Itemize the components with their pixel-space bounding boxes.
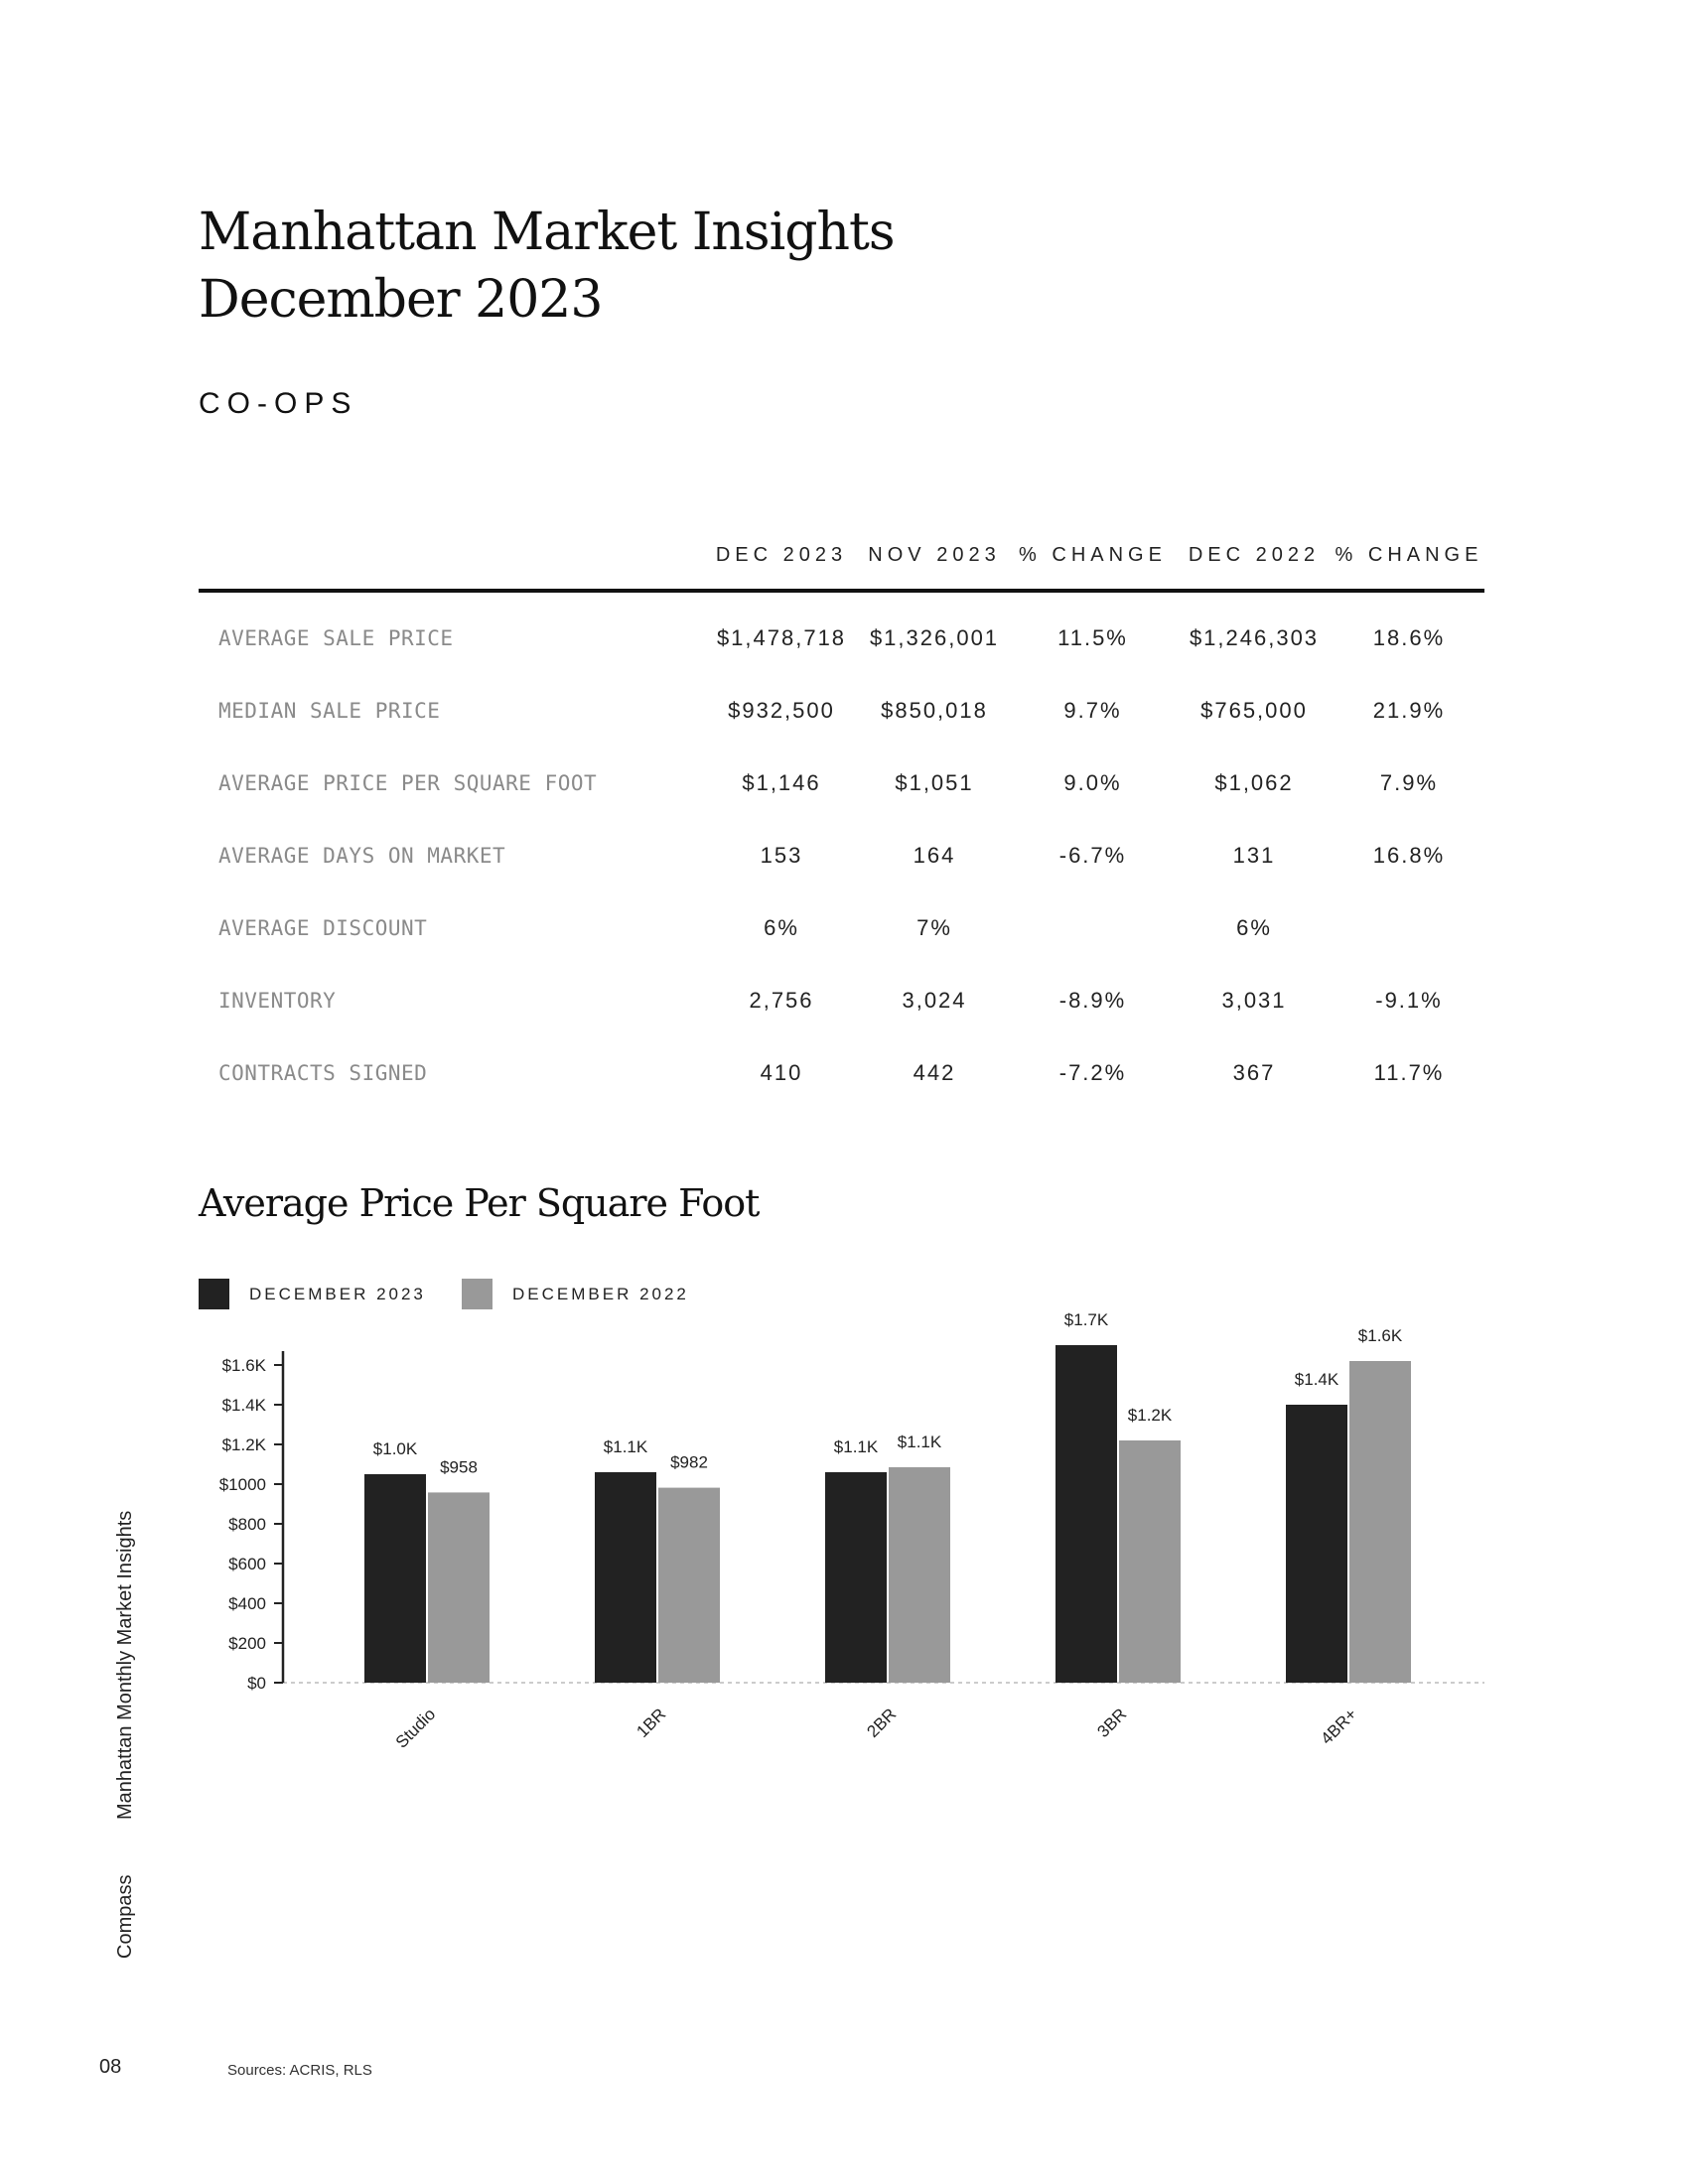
table-cell: 9.7% [1063,697,1122,723]
page-title [199,199,895,334]
table-cell: -9.1% [1375,987,1443,1013]
table-cell: $1,478,718 [716,624,847,650]
page-number: 08 [99,2056,122,2078]
column-header: DEC 2022 [1175,526,1334,591]
y-tick-label: $800 [228,1515,266,1534]
table-cell: 7.9% [1379,769,1439,795]
table-cell: $765,000 [1200,697,1308,723]
y-tick-label: $200 [228,1634,266,1653]
sources-note: Sources: ACRIS, RLS [227,2062,372,2079]
x-tick-label: 3BR [1093,1705,1131,1741]
title-line-2: December 2023 [199,270,603,330]
x-tick-label: 2BR [863,1705,901,1741]
bar [595,1472,656,1683]
data-label: $982 [670,1452,708,1472]
table-cell: -7.2% [1058,1059,1127,1085]
data-label: $1.1K [603,1437,648,1456]
table-cell: $1,051 [895,769,974,795]
table-cell: 9.0% [1063,769,1122,795]
table-row [199,891,1484,964]
table-cell: 18.6% [1372,624,1446,650]
column-header: % CHANGE [1011,526,1175,591]
data-label: $1.6K [1357,1326,1403,1345]
table-header-row [199,526,1484,591]
chart-title: Average Price Per Square Foot [199,1181,760,1225]
table-cell: $1,326,001 [869,624,1000,650]
legend-swatch [199,1279,229,1309]
sidebar-brand: Compass [114,1874,136,1959]
table-cell [1334,891,1484,964]
table-cell: 11.7% [1373,1059,1445,1085]
data-label: $1.1K [833,1437,879,1456]
table-cell: $1,062 [1214,769,1294,795]
table-cell: -8.9% [1058,987,1127,1013]
table-cell: $850,018 [881,697,988,723]
sidebar-publication: Manhattan Monthly Market Insights [114,1510,136,1820]
table-cell: 3,024 [902,987,967,1013]
column-header: % CHANGE [1334,526,1484,591]
table-cell: 6% [1236,914,1272,940]
table-cell: $1,246,303 [1189,624,1320,650]
table-cell: 164 [913,842,956,868]
table-cell: 7% [916,914,952,940]
bar [889,1467,950,1683]
y-tick-label: $1000 [218,1475,266,1494]
data-label: $1.2K [1127,1406,1173,1425]
table-cell: 410 [760,1059,803,1085]
table-cell: 2,756 [749,987,814,1013]
column-header: NOV 2023 [858,526,1011,591]
x-tick-label: 4BR+ [1317,1705,1361,1748]
table-cell: 6% [764,914,799,940]
y-tick-label: $600 [228,1555,266,1573]
table-row [199,674,1484,747]
legend-label: DECEMBER 2023 [249,1284,426,1303]
table-cell: 3,031 [1221,987,1287,1013]
column-header: DEC 2023 [705,526,858,591]
table-cell: 11.5% [1057,624,1128,650]
x-tick-label: 1BR [633,1705,670,1741]
table-cell: 367 [1232,1059,1276,1085]
legend-swatch [462,1279,492,1309]
row-label: AVERAGE PRICE PER SQUARE FOOT [218,770,598,795]
table-row [199,1036,1484,1109]
bar [658,1488,720,1683]
table-row [199,591,1484,674]
row-label: MEDIAN SALE PRICE [218,698,441,723]
data-label: $1.0K [372,1439,418,1458]
header-spacer [199,526,705,591]
row-label: CONTRACTS SIGNED [218,1060,428,1085]
table-cell: 153 [760,842,803,868]
data-label: $1.7K [1063,1310,1109,1329]
bar [364,1474,426,1683]
table-row [199,747,1484,819]
table-cell: 131 [1232,842,1276,868]
y-tick-label: $400 [228,1594,266,1613]
data-label: $958 [440,1457,478,1477]
table-cell [1011,891,1175,964]
y-tick-label: $0 [247,1674,266,1693]
x-tick-label: Studio [391,1705,440,1752]
table-cell: -6.7% [1058,842,1127,868]
y-tick-label: $1.6K [221,1356,266,1375]
stats-table [199,526,1484,1109]
data-label: $1.4K [1294,1370,1339,1389]
table-cell: 442 [913,1059,956,1085]
bar [428,1492,490,1683]
legend-item-dec-2023 [199,1279,426,1309]
data-label: $1.1K [897,1433,942,1451]
table-cell: $932,500 [728,697,835,723]
table-row [199,964,1484,1036]
table-cell: $1,146 [742,769,821,795]
y-tick-label: $1.4K [221,1396,266,1415]
legend-item-dec-2022 [462,1279,689,1309]
bar [825,1472,887,1683]
table-cell: 16.8% [1372,842,1446,868]
section-heading: CO-OPS [199,387,358,420]
bar [1286,1405,1347,1683]
table-row [199,819,1484,891]
row-label: AVERAGE DAYS ON MARKET [218,843,506,868]
bar [1119,1440,1181,1683]
y-tick-label: $1.2K [221,1435,266,1454]
row-label: INVENTORY [218,988,337,1013]
bar-chart [0,1310,1688,1757]
row-label: AVERAGE DISCOUNT [218,915,428,940]
legend-label: DECEMBER 2022 [512,1284,689,1303]
title-line-1: Manhattan Market Insights [199,203,895,262]
row-label: AVERAGE SALE PRICE [218,625,454,650]
bar [1055,1345,1117,1683]
bar [1349,1361,1411,1683]
table-cell: 21.9% [1372,697,1446,723]
